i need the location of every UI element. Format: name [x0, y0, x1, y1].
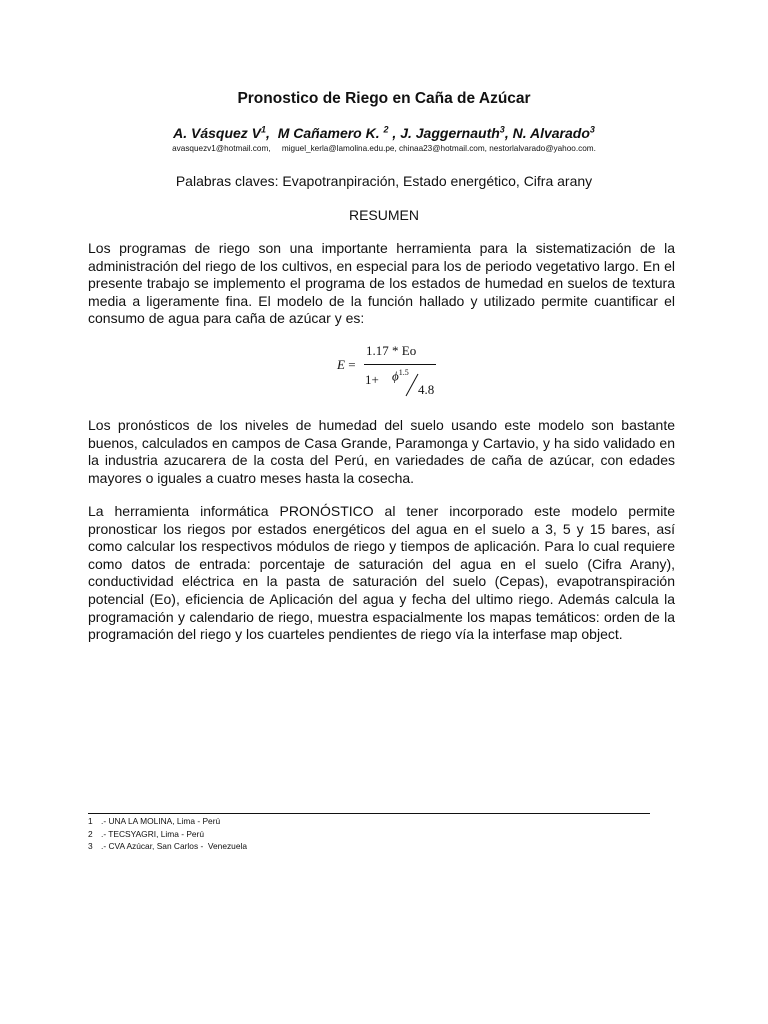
equation-denominator-one: 1+ — [365, 372, 379, 387]
fraction-bar — [364, 364, 436, 365]
keywords: Palabras claves: Evapotranpiración, Estado energético, Cifra arany — [175, 173, 593, 189]
author-list — [0, 124, 768, 141]
abstract-paragraph: Los pronósticos de los niveles de humedad del suelo usando este modelo son bastante buenos, calculados en campos de Casa Grande, Paramonga y Cartavio, y ha sido validado en la industria azucarera de la costa del Perú, en variedades de caña de azúcar, con edades mayores o iguales a cuatro meses hasta la cosecha. — [88, 417, 675, 486]
equation-numerator: 1.17 * Eo — [366, 343, 417, 358]
author: J. Jaggernauth$^3$, — [400, 124, 513, 141]
author-emails: avasquezv1@hotmail.com, miguel_kerla@lamolina.edu.pe, chinaa23@hotmail.com, nestorlalvarado@yahoo.com. — [172, 144, 596, 153]
footnote-separator — [88, 813, 650, 814]
equation-lhs: E = — [337, 357, 356, 372]
paper-title: Pronostico de Riego en Caña de Azúcar — [237, 90, 531, 107]
author: M Cañamero K. $^2$ , — [277, 124, 401, 141]
equation-divisor: 4.8 — [418, 382, 435, 397]
author: A. Vásquez $V^1$, — [173, 124, 278, 141]
equation-phi: $\phi^{1.5}$ — [392, 368, 409, 384]
abstract-paragraph: La herramienta informática PRONÓSTICO al tener incorporado este modelo permite pronosticar los riegos por estados energéticos del agua en el suelo a 3, 5 y 15 bares, así como calcular los respectivos módulos de riego y tiempos de aplicación. Para lo cual requiere como datos de entrada: porcentaje de saturación del agua en el suelo (Cifra Arany), conductividad eléctrica en la pasta de saturación del suelo (Cepas), evapotranspiración potencial (Eo), eficiencia de Aplicación del agua y fecha del ultimo riego. Además calcula la programación y calendario de riego, muestra espacialmente los mapas temáticos: orden de la programación del riego y los cuarteles pendientes de riego vía la interfase map object. — [88, 503, 675, 643]
abstract-paragraph: Los programas de riego son una importante herramienta para la sistematización de la administración del riego de los cultivos, en especial para los de periodo vegetativo largo. En el presente trabajo se implemento el programa de los estados de humedad en suelos de textura media a ligeramente fina. El modelo de la función hallado y utilizado permite cuantificar el consumo de agua para caña de azúcar y es: — [88, 240, 675, 327]
abstract-heading: RESUMEN — [348, 207, 419, 223]
author: N. Alvarado$^3$ — [512, 124, 595, 141]
equation — [337, 343, 447, 403]
footnote: 3 .- CVA Azúcar, San Carlos - Venezuela — [88, 841, 248, 851]
footnote: 2 .- TECSYAGRI, Lima - Perú — [88, 828, 205, 839]
footnotes — [88, 815, 247, 853]
footnote: 1 .- UNA LA MOLINA, Lima - Perú — [88, 816, 221, 826]
